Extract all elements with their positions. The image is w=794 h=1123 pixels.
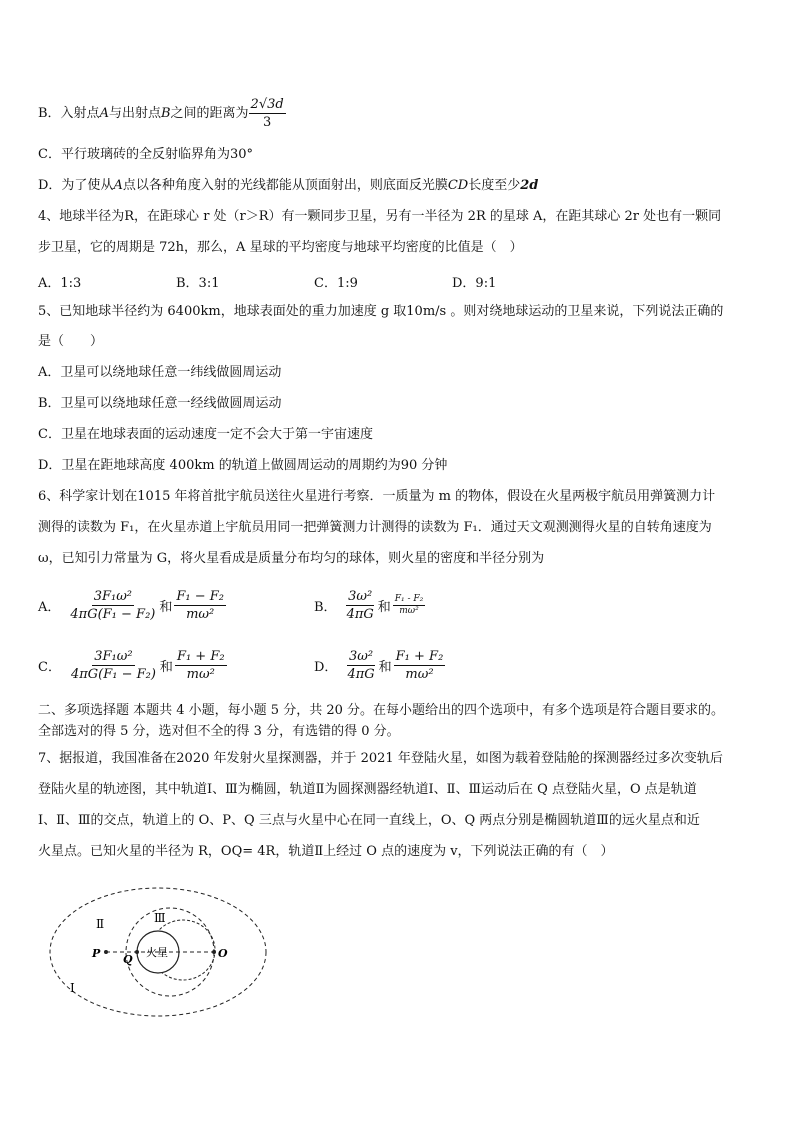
- q6-b-density: [345, 588, 376, 623]
- q5-option-d: D．卫星在距地球高度 400km 的轨道上做圆周运动的周期约为90 分钟: [38, 458, 448, 473]
- q7-line-1: 7、据报道，我国准备在2020 年发射火星探测器，并于 2021 年登陆火星，如图为载着登陆舱的探测器经过多次变轨后: [38, 751, 723, 766]
- q6-option-d: [314, 648, 445, 683]
- label-q: Q: [123, 953, 133, 966]
- q6-c-radius: [175, 648, 227, 683]
- q5-option-c: C．卫星在地球表面的运动速度一定不会大于第一宇宙速度: [38, 427, 373, 442]
- q3-option-d: [38, 177, 538, 195]
- q6-b-and: 和: [377, 600, 391, 615]
- q6-a-label: A．: [38, 600, 61, 615]
- q6-b-f2-num: F₁ - F₂: [394, 594, 424, 604]
- q5-option-a: A．卫星可以绕地球任意一纬线做圆周运动: [38, 365, 282, 380]
- q6-a-f1-num: 3F₁ω²: [93, 589, 133, 604]
- q6-c-f2-num: F₁ + F₂: [176, 649, 225, 664]
- q6-line-3: ω，已知引力常量为 G，将火星看成是质量分布均匀的球体，则火星的密度和半径分别为: [38, 551, 545, 566]
- label-p: P: [92, 947, 101, 960]
- q6-a-and: 和: [159, 600, 173, 615]
- q3-b-point-b: B: [160, 105, 171, 121]
- q4-option-d: D．9:1: [452, 276, 497, 291]
- label-o: O: [218, 947, 228, 960]
- q3-d-mid1: 点以各种角度入射的光线都能从顶面射出，则底面反光膜: [122, 178, 448, 193]
- q3-d-mid2: 长度至少: [468, 178, 521, 193]
- q3-b-prefix: B．入射点: [38, 105, 100, 121]
- q4-option-a: A．1:3: [38, 276, 82, 291]
- label-orbit-i: Ⅰ: [70, 981, 75, 995]
- q6-c-f2-den: mω²: [186, 667, 215, 682]
- label-planet: 火星: [146, 946, 168, 959]
- q6-a-f2-num: F₁ − F₂: [176, 589, 224, 604]
- q6-b-f2-den: mω²: [399, 606, 419, 616]
- q3-option-b: [38, 96, 286, 131]
- q7-line-2: 登陆火星的轨迹图，其中轨道Ⅰ、Ⅲ为椭圆，轨道Ⅱ为圆探测器经轨道Ⅰ、Ⅱ、Ⅲ运动后在 Q 点登陆火星，O 点是轨道: [38, 782, 697, 797]
- q6-c-and: 和: [159, 660, 173, 675]
- q6-a-density: [68, 588, 157, 623]
- label-orbit-iii: Ⅲ: [154, 911, 166, 925]
- q6-line-2: 测得的读数为 F₁，在火星赤道上宇航员用同一把弹簧测力计测得的读数为 F₁．通过天文观测测得火星的自转角速度为: [38, 520, 712, 535]
- q3-b-mid: 与出射点: [108, 105, 161, 121]
- q6-option-c: [38, 648, 227, 683]
- q3-b-fraction: [249, 96, 286, 131]
- q4-line-1: 4、地球半径为R，在距球心 r 处（r＞R）有一颗同步卫星，另有一半径为 2R 的星球 A，在距其球心 2r 处也有一颗同: [38, 209, 722, 224]
- q6-d-radius: [394, 648, 446, 683]
- q6-c-f1-num: 3F₁ω²: [94, 649, 133, 664]
- q6-b-f1-den: 4πG: [346, 607, 374, 622]
- q3-b-frac-num: 2√3d: [250, 97, 284, 112]
- q3-d-val: 2d: [520, 178, 539, 193]
- q6-line-1: 6、科学家计划在1015 年将首批宇航员送往火星进行考察．一质量为 m 的物体，假设在火星两极宇航员用弹簧测力计: [38, 489, 716, 504]
- point-o: [212, 950, 216, 954]
- q4-option-c: C．1:9: [314, 276, 358, 291]
- q6-b-f1-num: 3ω²: [348, 589, 373, 604]
- q6-d-f2-den: mω²: [405, 667, 434, 682]
- section2-line-2: 全部选对的得 5 分，选对但不全的得 3 分，有选错的得 0 分。: [38, 724, 400, 739]
- q6-c-f1-den: 4πG(F₁ − F₂): [70, 667, 156, 682]
- q5-option-b: B．卫星可以绕地球任意一经线做圆周运动: [38, 396, 282, 411]
- q6-b-label: B．: [314, 600, 337, 615]
- q6-d-label: D．: [314, 660, 338, 675]
- q3-option-c: C．平行玻璃砖的全反射临界角为30°: [38, 147, 253, 162]
- q6-a-f1-den: 4πG(F₁ − F₂): [70, 607, 156, 622]
- q6-d-and: 和: [378, 660, 392, 675]
- q6-d-f2-num: F₁ + F₂: [395, 649, 444, 664]
- q5-line-2: 是（ ）: [38, 334, 104, 349]
- q6-option-b: [314, 588, 425, 623]
- q6-c-label: C．: [38, 660, 61, 675]
- q7-line-4: 火星点。已知火星的半径为 R，OQ= 4R，轨道Ⅱ上经过 O 点的速度为 v，下列说法正确的有（ ）: [38, 844, 614, 859]
- q6-c-density: [69, 648, 158, 683]
- orbit-diagram: [40, 870, 280, 1020]
- q4-option-b: B．3:1: [176, 276, 220, 291]
- section2-line-1: 二、多项选择题 本题共 4 小题，每小题 5 分，共 20 分。在每小题给出的四个选项中，有多个选项是符合题目要求的。: [38, 703, 725, 718]
- point-q: [135, 950, 139, 954]
- label-orbit-ii: Ⅱ: [96, 917, 105, 931]
- point-p: [104, 950, 108, 954]
- q6-a-f2-den: mω²: [186, 607, 215, 622]
- q6-b-radius: [393, 594, 425, 617]
- q5-line-1: 5、已知地球半径约为 6400km，地球表面处的重力加速度 g 取10m/s 。则对绕地球运动的卫星来说，下列说法正确的: [38, 304, 724, 319]
- q6-a-radius: [174, 588, 226, 623]
- q3-b-frac-den: 3: [262, 115, 272, 130]
- q6-d-density: [345, 648, 376, 683]
- q3-d-cd: CD: [447, 178, 469, 193]
- q4-line-2: 步卫星，它的周期是 72h，那么，A 星球的平均密度与地球平均密度的比值是（ ）: [38, 240, 523, 255]
- q6-d-f1-num: 3ω²: [348, 649, 374, 664]
- q3-b-suffix: 之间的距离为: [170, 105, 249, 121]
- q3-b-point-a: A: [99, 105, 109, 121]
- q3-d-prefix: D．为了使从: [38, 178, 114, 193]
- q6-option-a: [38, 588, 226, 623]
- q3-d-point-a: A: [113, 178, 123, 193]
- q7-line-3: Ⅰ、Ⅱ、Ⅲ的交点，轨道上的 O、P、Q 三点与火星中心在同一直线上，O、Q 两点分别是椭圆轨道Ⅲ的远火星点和近: [38, 813, 700, 828]
- q6-d-f1-den: 4πG: [347, 667, 375, 682]
